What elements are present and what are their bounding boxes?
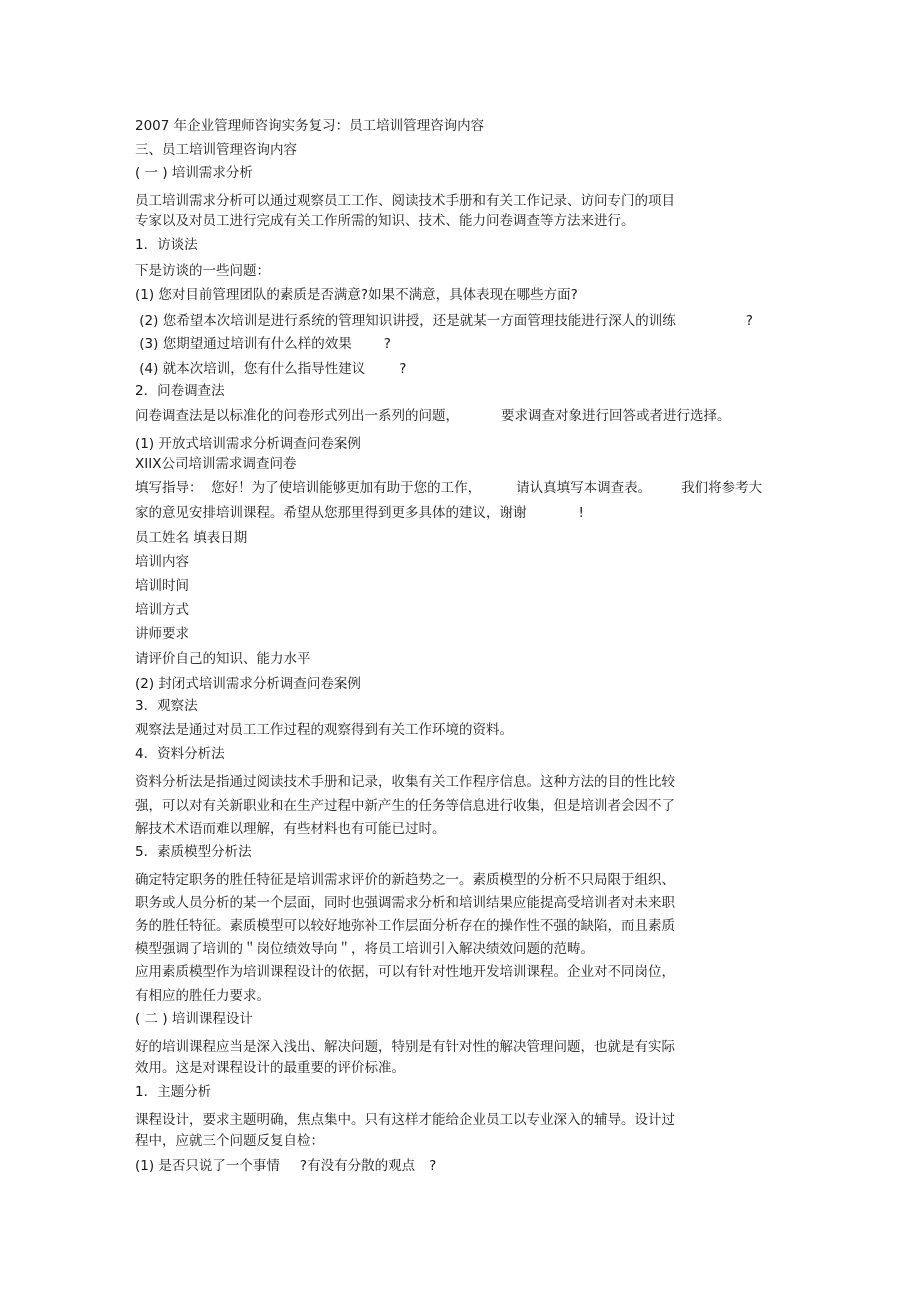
form-field-label: 培训内容 [135, 554, 189, 570]
paragraph-line: 效用。这是对课程设计的最重要的评价标准。 [135, 1060, 405, 1076]
form-field-label: 培训方式 [135, 602, 189, 618]
paragraph-line: 观察法是通过对员工工作过程的观察得到有关工作环境的资料。 [135, 722, 513, 738]
question-mark: ? [399, 361, 407, 377]
method-heading: 1．访谈法 [135, 237, 198, 253]
method-heading: 4．资料分析法 [135, 746, 225, 762]
text-segment: (1) 是否只说了一个事情 [135, 1158, 280, 1174]
question-text: (4) 就本次培训，您有什么指导性建议 [135, 361, 366, 377]
question-mark: ? [383, 336, 391, 352]
text-segment: ! [578, 505, 584, 521]
question-item [135, 360, 406, 378]
subsection-heading: ( 二 ) 培训课程设计 [135, 1011, 253, 1027]
paragraph-line: 确定特定职务的胜任特征是培训需求评价的新趋势之一。素质模型的分析不只局限于组织、 [135, 872, 675, 888]
subsection-heading: ( 一 ) 培训需求分析 [135, 165, 253, 181]
paragraph-line: 解技术术语而难以理解，有些材料也有可能已过时。 [135, 821, 446, 837]
method-heading: 2．问卷调查法 [135, 383, 225, 399]
paragraph-line [135, 479, 762, 497]
question-item: (1) 您对目前管理团队的素质是否满意?如果不满意，具体表现在哪些方面? [135, 287, 578, 303]
text-segment: 家的意见安排培训课程。希望从您那里得到更多具体的建议，谢谢 [135, 505, 527, 521]
question-item [135, 335, 391, 353]
paragraph-line: 职务或人员分析的某一个层面，同时也强调需求分析和培训结果应能提高受培训者对未来职 [135, 895, 675, 911]
question-mark: ? [429, 1158, 437, 1174]
questionnaire-title: XIIX公司培训需求调查问卷 [135, 456, 297, 472]
case-heading: (1) 开放式培训需求分析调查问卷案例 [135, 436, 361, 452]
paragraph-line: 模型强调了培训的＂岗位绩效导向＂，将员工培训引入解决绩效问题的范畴。 [135, 941, 594, 957]
text-segment: ?有没有分散的观点 [299, 1158, 416, 1174]
question-text: (2) 您希望本次培训是进行系统的管理知识讲授，还是就某一方面管理技能进行深人的训练 [135, 313, 676, 329]
question-item [135, 1157, 436, 1175]
form-field-label: 员工姓名 填表日期 [135, 530, 248, 546]
method-heading: 3．观察法 [135, 698, 198, 714]
case-heading: (2) 封闭式培训需求分析调查问卷案例 [135, 676, 361, 692]
form-field-label: 请评价自己的知识、能力水平 [135, 651, 311, 667]
paragraph-line: 务的胜任特征。素质模型可以较好地弥补工作层面分析存在的操作性不强的缺陷，而且素质 [135, 918, 675, 934]
form-field-label: 讲师要求 [135, 626, 189, 642]
question-text: (3) 您期望通过培训有什么样的效果 [135, 336, 352, 352]
text-segment: 要求调查对象进行回答或者进行选择。 [501, 408, 731, 424]
text-segment: 请认真填写本调查表。 [516, 480, 652, 496]
text-segment: 填写指导： 您好！为了使培训能够更加有助于您的工作， [135, 480, 482, 496]
paragraph-line: 下是访谈的一些问题： [135, 263, 270, 279]
paragraph-line: 资料分析法是指通过阅读技术手册和记录，收集有关工作程序信息。这种方法的目的性比较 [135, 774, 675, 790]
question-mark: ? [745, 313, 753, 329]
method-heading: 5．素质模型分析法 [135, 844, 252, 860]
text-segment: 问卷调查法是以标准化的问卷形式列出一系列的问题， [135, 408, 459, 424]
form-field-label: 培训时间 [135, 578, 189, 594]
paragraph-line: 员工培训需求分析可以通过观察员工工作、阅读技术手册和有关工作记录、访问专门的项目 [135, 193, 675, 209]
method-heading: 1．主题分析 [135, 1084, 212, 1100]
paragraph-line [135, 407, 731, 425]
paragraph-line [135, 504, 584, 522]
paragraph-line: 程中，应就三个问题反复自检： [135, 1133, 324, 1149]
paragraph-line: 应用素质模型作为培训课程设计的依据，可以有针对性地开发培训课程。企业对不同岗位， [135, 964, 675, 980]
question-item [135, 312, 753, 330]
paragraph-line: 好的培训课程应当是深入浅出、解决问题，特别是有针对性的解决管理问题，也就是有实际 [135, 1039, 675, 1055]
paragraph-line: 课程设计，要求主题明确，焦点集中。只有这样才能给企业员工以专业深入的辅导。设计过 [135, 1112, 675, 1128]
text-segment: 我们将参考大 [681, 480, 763, 496]
section-heading: 三、员工培训管理咨询内容 [135, 142, 297, 158]
paragraph-line: 有相应的胜任力要求。 [135, 988, 270, 1004]
document-title: 2007 年企业管理师咨询实务复习：员工培训管理咨询内容 [135, 118, 485, 134]
paragraph-line: 专家以及对员工进行完成有关工作所需的知识、技术、能力问卷调查等方法来进行。 [135, 213, 635, 229]
paragraph-line: 强，可以对有关新职业和在生产过程中新产生的任务等信息进行收集，但是培训者会因不了 [135, 798, 675, 814]
